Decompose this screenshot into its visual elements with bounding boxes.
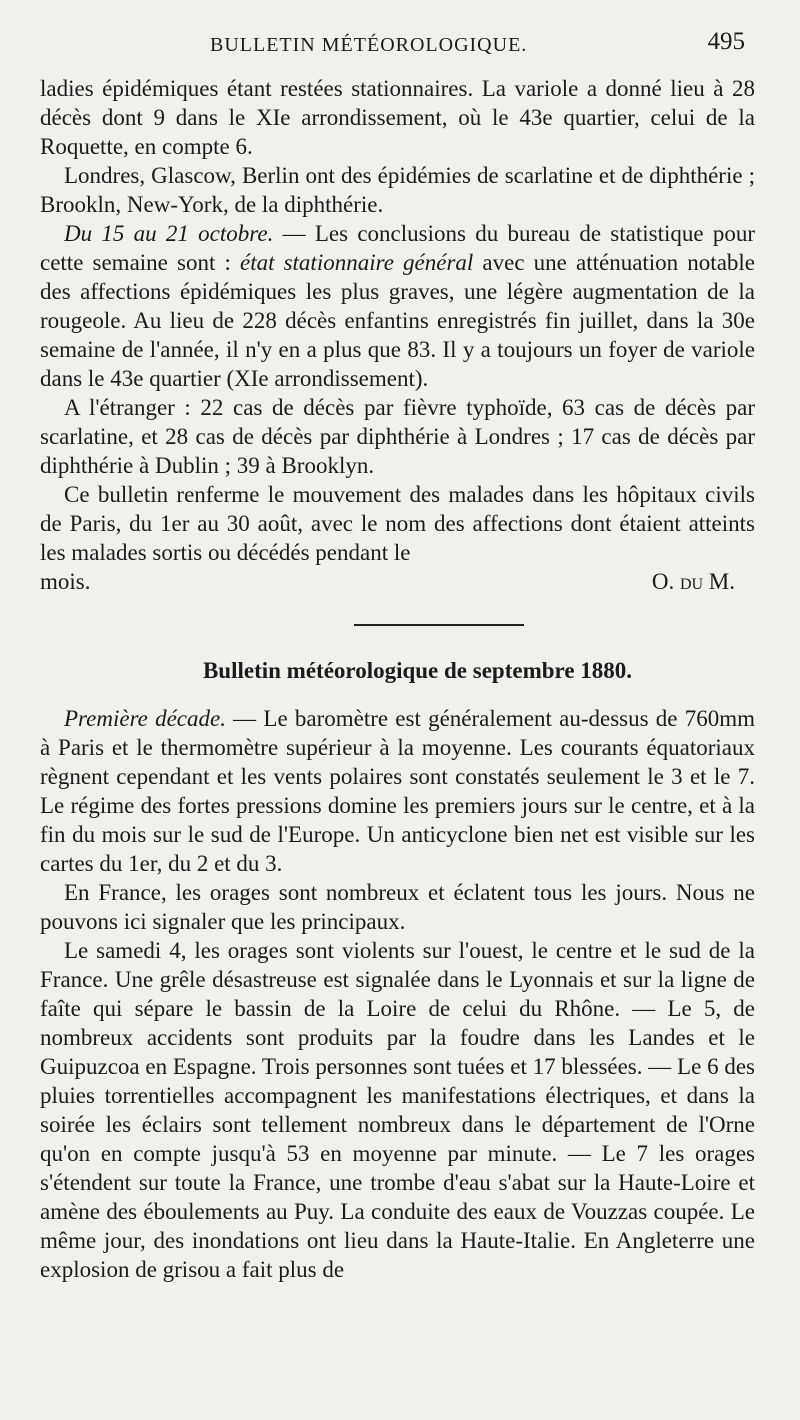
- running-head: [40, 28, 755, 74]
- paragraph-text: — Le baromètre est généralement au-dessus de 760mm à Paris et le thermomètre supérieur à la moyenne. Les courants équatoriaux règnent cependant et les vents polaires sont constatés seulement le 3 et le 7. Le régime des fortes pressions domine les premiers jours sur le centre, et à la fin du mois sur le sud de l'Europe. Un anticyclone bien net est visible sur les cartes du 1er, du 2 et du 3.: [40, 706, 755, 876]
- paragraph-october-week: [40, 219, 755, 393]
- section-title: Bulletin météorologique de septembre 1880.: [202, 658, 633, 683]
- paragraph-hospital-bulletin: Ce bulletin renferme le mouvement des malades dans les hôpitaux civils de Paris, du 1er au 30 août, avec le nom des affections dont étaient atteints les malades sortis ou décédés pendant le: [40, 482, 755, 565]
- paragraph-storm-events: Le samedi 4, les orages sont violents sur l'ouest, le centre et le sud de la France. Une grêle désastreuse est signalée dans le Lyonnais et sur la ligne de faîte qui sépare le bassin de la Loire de celui du Rhône. — Le 5, de nombreux accidents sont produits par la foudre dans les Landes et le Guipuzcoa en Espagne. Trois personnes sont tuées et 17 blessées. — Le 6 des pluies torrentielles accompagnent les manifestations électriques, et dans la soirée les éclairs sont tellement nombreux dans le département de l'Orne qu'on en compte jusqu'à 53 en moyenne par minute. — Le 7 les orages s'étendent sur toute la France, une trombe d'eau s'abat sur la Haute-Loire et amène des éboulements au Puy. La conduite des eaux de Vouzzas coupée. Le même jour, des inondations ont lieu dans la Haute-Italie. En Angleterre une explosion de grisou a fait plus de: [40, 938, 755, 1282]
- paragraph-storms-france: En France, les orages sont nombreux et éclatent tous les jours. Nous ne pouvons ici signaler que les principaux.: [40, 880, 755, 934]
- paragraph-foreign-deaths: A l'étranger : 22 cas de décès par fièvre typhoïde, 63 cas de décès par scarlatine, et 28 cas de décès par diphthérie à Londres ; 17 cas de décès par diphthérie à Dublin ; 39 à Brooklyn.: [40, 395, 755, 478]
- running-title: BULLETIN MÉTÉOROLOGIQUE.: [210, 34, 528, 56]
- paragraph-epidemics-paris: ladies épidémiques étant restées stationnaires. La variole a donné lieu à 28 décès dont 9 dans le XIe arrondissement, où le 43e quartier, celui de la Roquette, en compte 6.: [40, 76, 755, 159]
- section-divider: [354, 624, 524, 626]
- date-range: Du 15 au 21 octobre.: [64, 221, 274, 246]
- page-number: 495: [707, 28, 745, 55]
- body-text: [40, 74, 755, 596]
- paragraph-end-word: mois.: [40, 569, 91, 594]
- signature-line: [40, 567, 755, 596]
- paragraph-epidemics-abroad: Londres, Glascow, Berlin ont des épidémies de scarlatine et de diphthérie ; Brookln, New-York, de la diphthérie.: [40, 163, 755, 217]
- emphasis-phrase: état stationnaire général: [239, 250, 474, 275]
- decade-label: Première décade.: [64, 706, 226, 731]
- paragraph-first-decade: [40, 704, 755, 878]
- author-signature: O. du M.: [651, 569, 735, 594]
- section-body: [40, 704, 755, 1284]
- paragraph-text: — Les conclusions du bureau de statistique pour cette semaine sont :: [40, 221, 755, 275]
- paragraph-text: avec une atténuation notable des affections épidémiques les plus graves, une légère augmentation de la rougeole. Au lieu de 228 décès enfantins enregistrés fin juillet, dans la 30e semaine de l'année, il n'y en a plus que 83. Il y a toujours un foyer de variole dans le 43e quartier (XIe arrondissement).: [40, 250, 755, 391]
